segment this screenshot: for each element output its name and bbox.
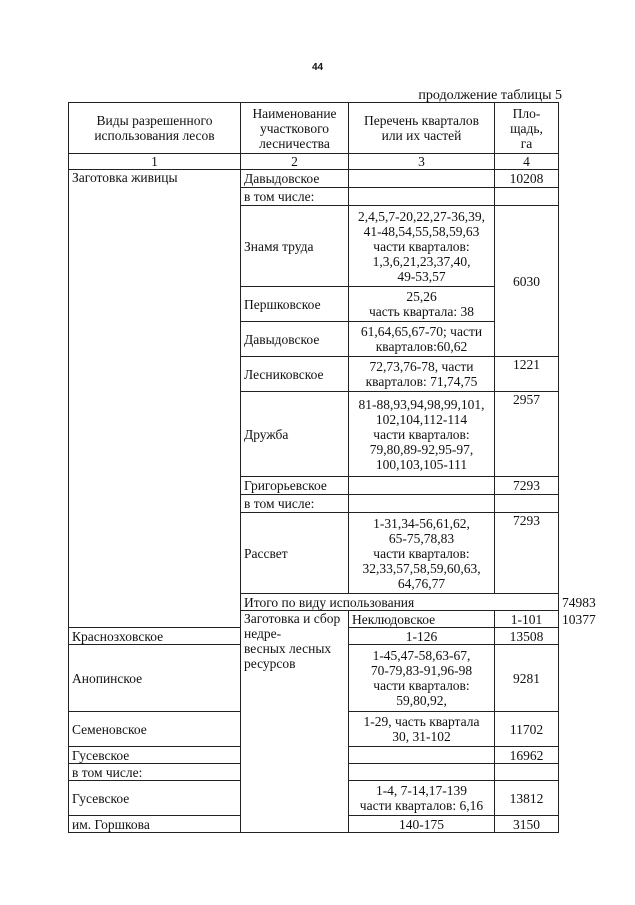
header-use-type: Виды разрешенного использования лесов [69, 103, 241, 154]
area-cell: 3150 [495, 816, 559, 833]
forestry-name: им. Горшкова [69, 816, 241, 833]
quarters-cell: 1-29, часть квартала 30, 31-102 [349, 712, 495, 747]
quarters-cell: 1-45,47-58,63-67, 70-79,83-91,96-98 части кварталов: 59,80,92, [349, 645, 495, 712]
forestry-name: Гусевское [69, 747, 241, 764]
total-label: Итого по виду использования [241, 594, 559, 611]
area-cell: 2957 [495, 392, 559, 477]
forestry-name: Краснозховское [69, 628, 241, 645]
quarters-cell: 1-126 [349, 628, 495, 645]
forestry-name: Лесниковское [241, 357, 349, 392]
area-cell: 16962 [495, 747, 559, 764]
quarters-cell: 25,26 часть квартала: 38 [349, 287, 495, 322]
page-number: 44 [311, 62, 324, 73]
quarters-cell [349, 188, 495, 206]
use-type-cell: Заготовка живицы [69, 170, 241, 628]
quarters-cell: 140-175 [349, 816, 495, 833]
quarters-cell [349, 764, 495, 781]
column-number: 3 [349, 154, 495, 170]
area-cell: 7293 [495, 477, 559, 495]
quarters-cell: 61,64,65,67-70; части кварталов:60,62 [349, 322, 495, 357]
header-area: Пло- щадь, га [495, 103, 559, 154]
quarters-cell [349, 747, 495, 764]
forestry-name: Давыдовское [241, 322, 349, 357]
including-label: в том числе: [69, 764, 241, 781]
area-cell [495, 764, 559, 781]
including-label: в том числе: [241, 188, 349, 206]
quarters-cell [349, 477, 495, 495]
forestry-name: Неклюдовское [349, 611, 495, 628]
area-cell [495, 188, 559, 206]
forest-use-table [68, 102, 596, 833]
quarters-cell: 2,4,5,7-20,22,27-36,39, 41-48,54,55,58,59,63 части кварталов: 1,3,6,21,23,37,40, 49-53,57 [349, 206, 495, 287]
use-type-cell: Заготовка и сбор недре- весных лесных ресурсов [241, 611, 349, 833]
forestry-name: Григорьевское [241, 477, 349, 495]
table-row: Заготовка и сбор недре- весных лесных ресурсов Неклюдовское 1-101 10377 [69, 611, 559, 628]
quarters-cell: 1-101 [495, 611, 559, 628]
total-row: Итого по виду использования 74983 [69, 594, 559, 611]
quarters-cell: 1-4, 7-14,17-139 части кварталов: 6,16 [349, 781, 495, 816]
area-cell: 13812 [495, 781, 559, 816]
area-cell: 9281 [495, 645, 559, 712]
header-quarters: Перечень кварталов или их частей [349, 103, 495, 154]
including-label: в том числе: [241, 495, 349, 513]
area-cell: 7293 [495, 513, 559, 594]
forestry-name: Анопинское [69, 645, 241, 712]
area-cell: 6030 [495, 206, 559, 357]
forestry-name: Рассвет [241, 513, 349, 594]
area-cell: 13508 [495, 628, 559, 645]
area-cell: 10208 [495, 170, 559, 188]
quarters-cell: 1-31,34-56,61,62, 65-75,78,83 части кварталов: 32,33,57,58,59,60,63, 64,76,77 [349, 513, 495, 594]
forestry-name: Дружба [241, 392, 349, 477]
area-cell: 1221 [495, 357, 559, 392]
column-number-row [69, 154, 559, 170]
forestry-name: Першковское [241, 287, 349, 322]
table-row [69, 170, 559, 188]
quarters-cell [349, 170, 495, 188]
column-number: 2 [241, 154, 349, 170]
quarters-cell [349, 495, 495, 513]
forestry-name: Семеновское [69, 712, 241, 747]
column-number: 1 [69, 154, 241, 170]
quarters-cell: 72,73,76-78, части кварталов: 71,74,75 [349, 357, 495, 392]
forestry-name: Гусевское [69, 781, 241, 816]
table-continuation-label: продолжение таблицы 5 [418, 88, 562, 103]
area-cell: 11702 [495, 712, 559, 747]
table-header-row [69, 103, 559, 154]
forestry-name: Давыдовское [241, 170, 349, 188]
forestry-name: Знамя труда [241, 206, 349, 287]
header-forestry-name: Наименование участкового лесничества [241, 103, 349, 154]
column-number: 4 [495, 154, 559, 170]
quarters-cell: 81-88,93,94,98,99,101, 102,104,112-114 части кварталов: 79,80,89-92,95-97, 100,103,105-111 [349, 392, 495, 477]
area-cell [495, 495, 559, 513]
